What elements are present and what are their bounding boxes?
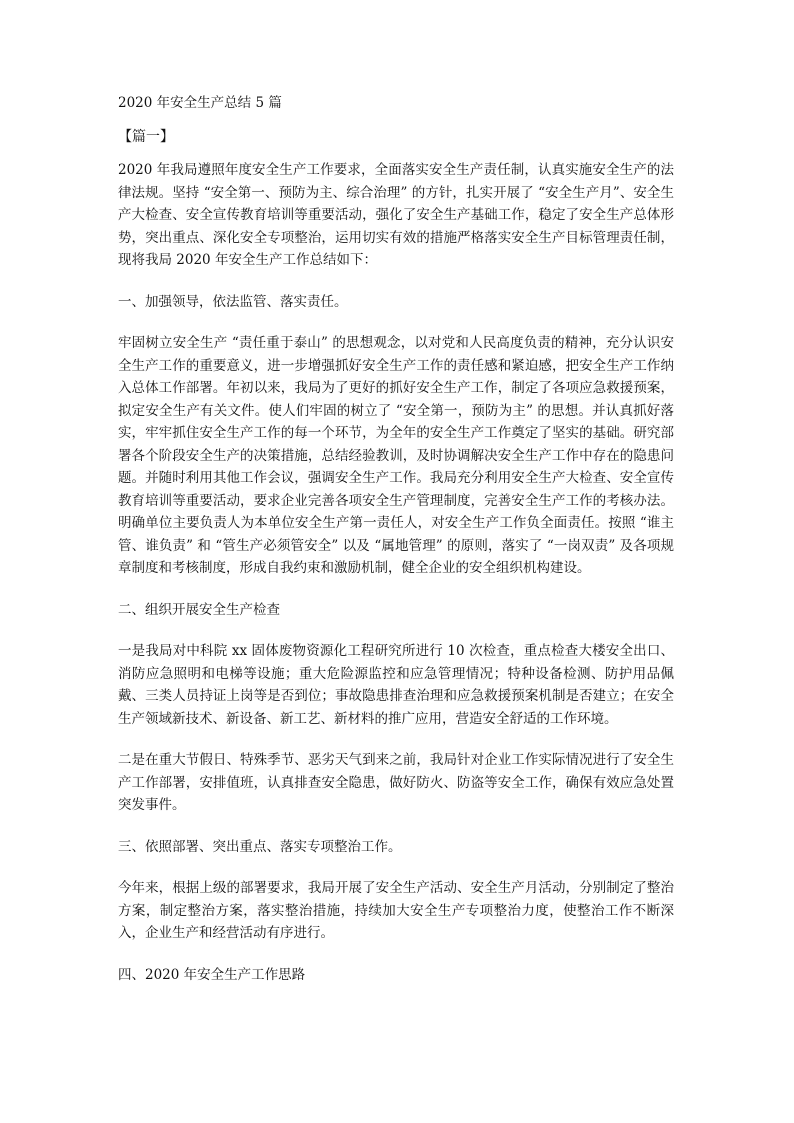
document-page <box>118 92 674 1005</box>
heading-2: 二、组织开展安全生产检查 <box>118 601 280 618</box>
heading-1: 一、加强领导，依法监管、落实责任。 <box>118 293 348 310</box>
document-title: 2020 年安全生产总结 5 篇 <box>118 95 282 111</box>
heading-4: 四、2020 年安全生产工作思路 <box>118 966 306 983</box>
heading-3: 三、依照部署、突出重点、落实专项整治工作。 <box>118 838 402 855</box>
section-label: 【篇一】 <box>118 128 174 145</box>
body-paragraph-4: 今年来，根据上级的部署要求，我局开展了安全生产活动、安全生产月活动，分别制定了整治方案，制定整治方案，落实整治措施，持续加大安全生产专项整治力度，使整治工作不断深入，企业生产和经营活动有序进行。 <box>118 880 674 941</box>
body-paragraph-2: 一是我局对中科院 xx 固体废物资源化工程研究所进行 10 次检查，重点检查大楼安全出口、消防应急照明和电梯等设施；重大危险源监控和应急管理情况；特种设备检测、防护用品佩戴、三类人员持证上岗等是否到位；事故隐患排查治理和应急救援预案机制是否建立；在安全生产领域新技术、新设备、新工艺、新材料的推广应用，营造安全舒适的工作环境。 <box>118 643 674 727</box>
body-paragraph-3: 二是在重大节假日、特殊季节、恶劣天气到来之前，我局针对企业工作实际情况进行了安全生产工作部署，安排值班，认真排查安全隐患，做好防火、防盗等安全工作，确保有效应急处置突发事件。 <box>118 752 674 813</box>
intro-paragraph: 2020 年我局遵照年度安全生产工作要求，全面落实安全生产责任制，认真实施安全生产的法律法规。坚持 “安全第一、预防为主、综合治理” 的方针，扎实开展了 “安全生产月”、安全生产大检查、安全宣传教育培训等重要活动，强化了安全生产基础工作，稳定了安全生产总体形势，突出重点、深化安全专项整治，运用切实有效的措施严格落实安全生产目标管理责任制，现将我局 2020 年安全生产工作总结如下： <box>118 162 674 268</box>
body-paragraph-1: 牢固树立安全生产 “责任重于泰山” 的思想观念，以对党和人民高度负责的精神，充分认识安全生产工作的重要意义，进一步增强抓好安全生产工作的责任感和紧迫感，把安全生产工作纳入总体工作部署。年初以来，我局为了更好的抓好安全生产工作，制定了各项应急救援预案，拟定安全生产有关文件。使人们牢固的树立了 “安全第一，预防为主” 的思想。并认真抓好落实，牢牢抓住安全生产工作的每一个环节，为全年的安全生产工作奠定了坚实的基础。研究部署各个阶段安全生产的决策措施，总结经验教训，及时协调解决安全生产工作中存在的隐患问题。并随时利用其他工作会议，强调安全生产工作。我局充分利用安全生产大检查、安全宣传教育培训等重要活动，要求企业完善各项安全生产管理制度，完善安全生产工作的考核办法。明确单位主要负责人为本单位安全生产第一责任人，对安全生产工作负全面责任。按照 “谁主管、谁负责” 和 “管生产必须管安全” 以及 “属地管理” 的原则，落实了 “一岗双责” 及各项规章制度和考核制度，形成自我约束和激励机制，健全企业的安全组织机构建设。 <box>118 335 674 576</box>
